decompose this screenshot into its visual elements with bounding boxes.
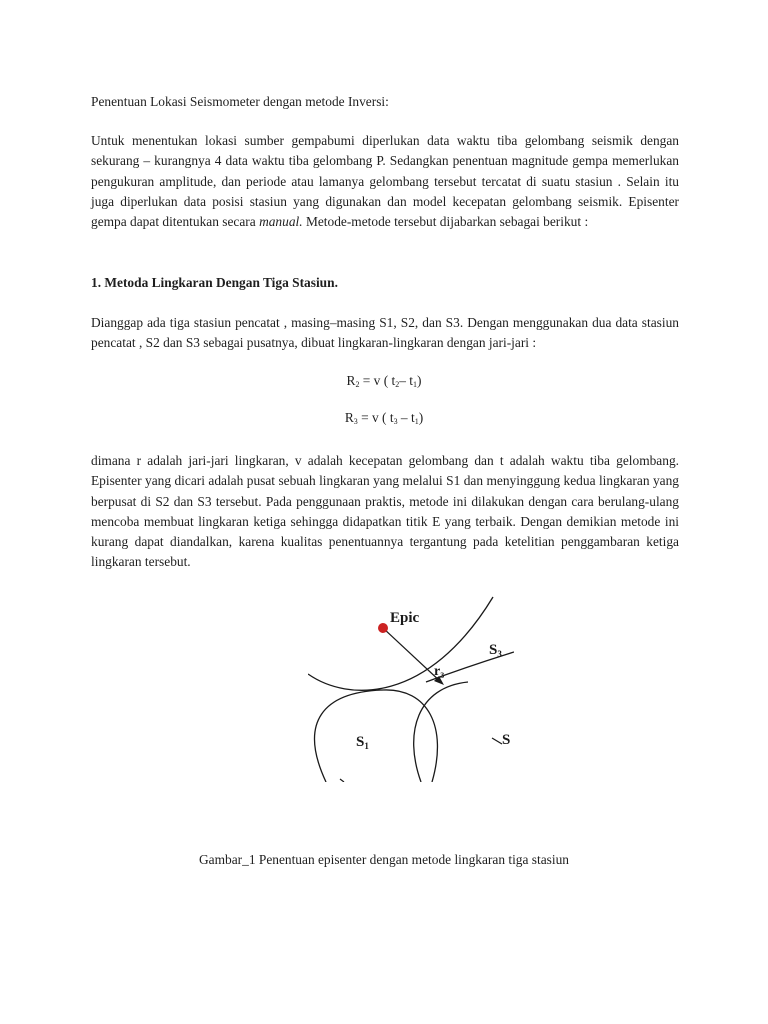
method-paragraph: Dianggap ada tiga stasiun pencatat , masing–masing S1, S2, dan S3. Dengan menggunakan dua data stasiun pencatat , S2 dan S3 sebagai pusatnya, dibuat lingkaran-lingkaran dengan jari-jari : [91,315,679,351]
r3-label: $r_3$ [434,664,445,680]
intro-text-end: Metode-metode tersebut dijabarkan sebagai berikut : [302,214,589,230]
equation-r2: $R_2 = v$ ( $t_2-$ $t_1$) [346,373,422,389]
s1-label: $S_1$ [356,734,369,751]
epicenter-figure [308,592,514,782]
circle-s2-arc [414,682,468,782]
epicenter-dot [378,623,388,633]
epic-label: Epic [390,610,420,626]
document-title: Penentuan Lokasi Seismometer dengan metode Inversi: [91,94,389,109]
section-heading: 1. Metoda Lingkaran Dengan Tiga Stasiun. [91,275,338,290]
intro-emphasis: manual. [259,214,303,230]
circle-s1-arc [315,690,438,782]
s2-arrow [492,738,502,744]
explanation-paragraph: dimana r adalah jari-jari lingkaran, v adalah kecepatan gelombang dan t adalah waktu tiba gelombang. Episenter yang dicari adalah pusat sebuah lingkaran yang melalui S1 dan menyinggung kedua lingkaran yang berpusat di S2 dan S3 tersebut. Pada penggunaan praktis, metode ini dilakukan dengan cara berulang-ulang mencoba membuat lingkaran ketiga sehingga didapatkan titik E yang terbaik. Dengan demikian metode ini kurang dapat diandalkan, karena kualitas penentuannya tergantung pada ketelitian penggambaran ketiga lingkaran tersebut. [91,453,679,570]
figure-caption: Gambar_1 Penentuan episenter dengan metode lingkaran tiga stasiun [199,852,569,867]
intro-paragraph [91,131,679,232]
s3-label: $S_3$ [489,642,502,659]
s2-label: S [502,732,511,748]
intro-text: Untuk menentukan lokasi sumber gempabumi diperlukan data waktu tiba gelombang seismik dengan sekurang – kurangnya 4 data waktu tiba gelombang P. Sedangkan penentuan magnitude gempa memerlukan pengukuran amplitude, dan periode atau lamanya gelombang tersebut tercatat di suatu stasiun . Selain itu juga diperlukan data posisi stasiun yang digunakan dan model kecepatan gelombang seismik. Episenter gempa dapat ditentukan secara [91,133,679,230]
equation-r3: $R_3 = v$ ( $t_3 - t_1$) [344,410,424,426]
s1-tick [340,779,344,782]
circle-method-diagram [308,592,514,782]
